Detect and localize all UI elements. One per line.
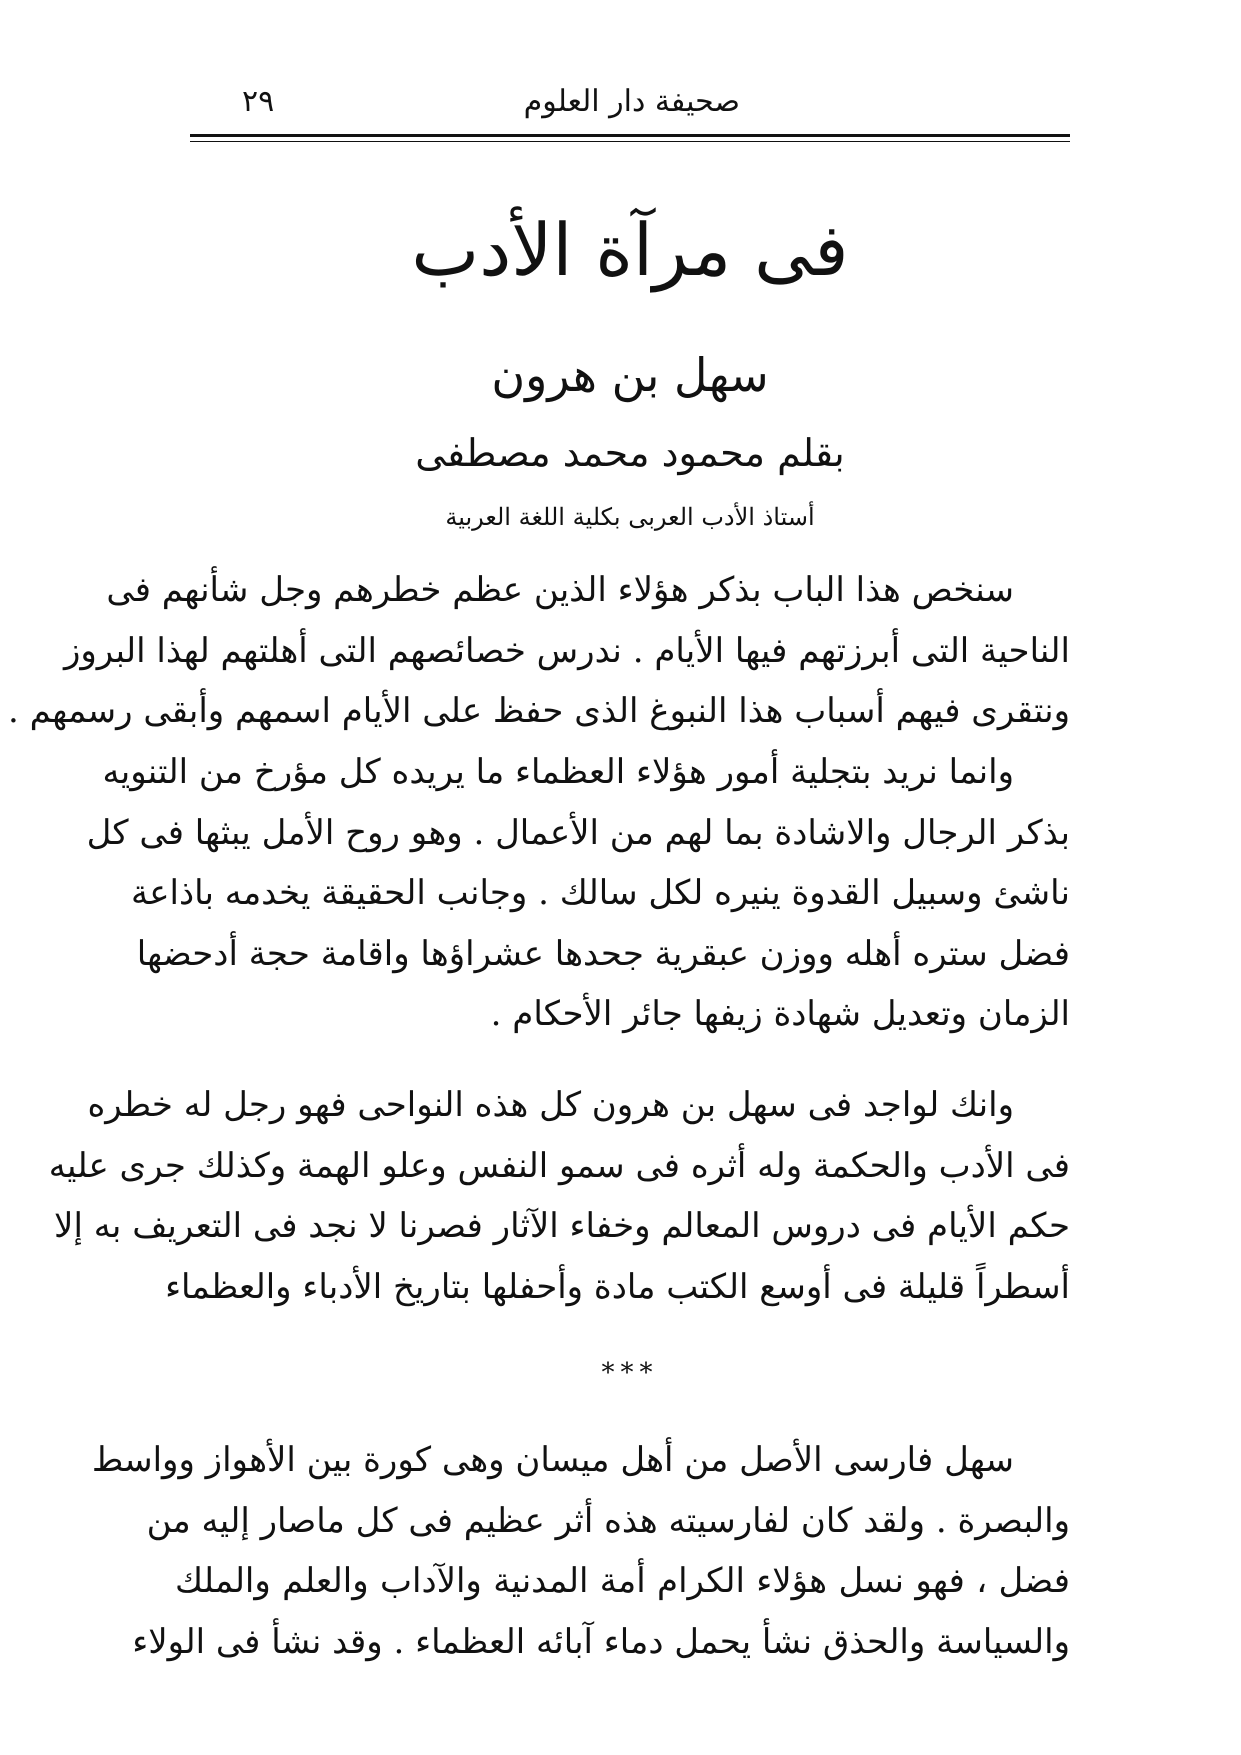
text-line: فضل ستره أهله ووزن عبقرية جحدها عشراؤها واقامة حجة أدحضها	[136, 933, 1070, 974]
section-title: فى مرآة الأدب	[411, 208, 849, 292]
text-line: سنخص هذا الباب بذكر هؤلاء الذين عظم خطرهم وجل شأنهم فى	[106, 570, 1014, 610]
text-line: الزمان وتعديل شهادة زيفها جائر الأحكام .	[490, 994, 1070, 1034]
text-line: والسياسة والحذق نشأ يحمل دماء آبائه العظماء . وقد نشأ فى الولاء	[132, 1621, 1070, 1662]
text-line: سهل فارسى الأصل من أهل ميسان وهى كورة بين الأهواز وواسط	[91, 1440, 1014, 1480]
journal-name: صحيفة دار العلوم	[523, 84, 740, 119]
running-head	[190, 82, 1070, 126]
header-rule-thin	[190, 141, 1070, 142]
text-line: والبصرة . ولقد كان لفارسيته هذه أثر عظيم فى كل ماصار إليه من	[146, 1500, 1070, 1541]
author-byline: بقلم محمود محمد مصطفى	[415, 431, 845, 475]
text-line: حكم الأيام فى دروس المعالم وخفاء الآثار فصرنا لا نجد فى التعريف به إلا	[54, 1206, 1070, 1246]
text-line: فى الأدب والحكمة وله أثره فى سمو النفس وعلو الهمة وكذلك جرى عليه	[48, 1145, 1070, 1186]
text-line: وانما نريد بتجلية أمور هؤلاء العظماء ما يريده كل مؤرخ من التنويه	[102, 752, 1014, 792]
paragraph-3	[48, 1075, 1070, 1317]
author-affiliation: أستاذ الأدب العربى بكلية اللغة العربية	[445, 503, 815, 531]
subject-title: سهل بن هرون	[491, 348, 769, 402]
text-line: الناحية التى أبرزتهم فيها الأيام . ندرس خصائصهم التى أهلتهم لهذا البروز	[63, 630, 1070, 671]
paragraph-2	[86, 742, 1070, 1045]
text-line: ونتقرى فيهم أسباب هذا النبوغ الذى حفظ على الأيام اسمهم وأبقى رسمهم .	[8, 691, 1070, 731]
text-line: وانك لواجد فى سهل بن هرون كل هذه النواحى فهو رجل له خطره	[87, 1085, 1014, 1125]
header-rule	[190, 134, 1070, 137]
text-line: فضل ، فهو نسل هؤلاء الكرام أمة المدنية والآداب والعلم والملك	[175, 1561, 1070, 1601]
text-line: بذكر الرجال والاشادة بما لهم من الأعمال . وهو روح الأمل يبثها فى كل	[86, 812, 1070, 853]
paragraph-4	[91, 1430, 1070, 1672]
section-separator: ***	[601, 1358, 659, 1388]
page-number: ٢٩	[242, 84, 275, 119]
paragraph-1	[8, 560, 1070, 742]
text-line: ناشئ وسبيل القدوة ينيره لكل سالك . وجانب الحقيقة يخدمه باذاعة	[130, 873, 1070, 913]
text-line: أسطراً قليلة فى أوسع الكتب مادة وأحفلها بتاريخ الأدباء والعظماء	[165, 1266, 1070, 1307]
